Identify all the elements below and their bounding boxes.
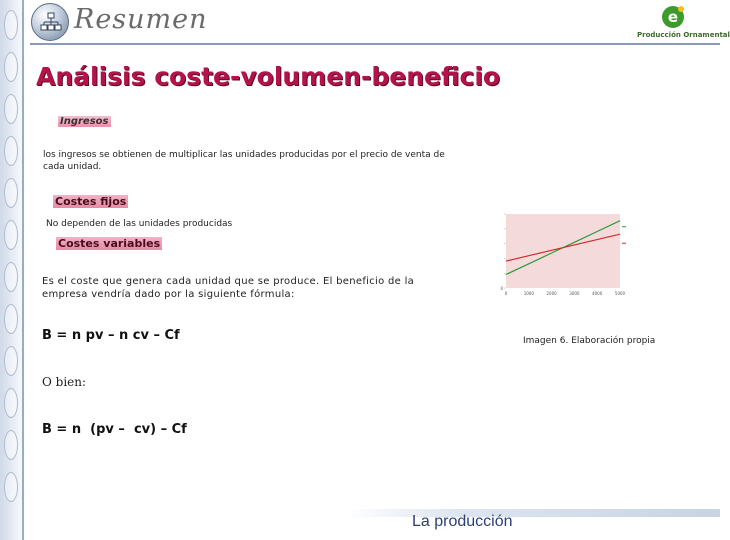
- leaf-ornament: [4, 388, 18, 418]
- o-bien-label: O bien:: [42, 375, 87, 389]
- footer-bar: [345, 509, 720, 517]
- costes-variables-heading: Costes variables: [58, 237, 161, 250]
- x-tick-label: 3000: [569, 291, 580, 296]
- formula-beneficio-alternativa: B = n (pv – cv) – Cf: [42, 422, 187, 437]
- formula-beneficio: B = n pv – n cv – Cf: [42, 328, 180, 343]
- header-title: Resumen: [74, 4, 208, 35]
- ingresos-text: los ingresos se obtienen de multiplicar las unidades producidas por el precio de venta de cada unidad.: [43, 150, 445, 172]
- x-tick-label: 4000: [592, 291, 603, 296]
- header-divider: [30, 43, 720, 45]
- leaf-ornament: [4, 262, 18, 292]
- sitemap-icon: [31, 3, 69, 41]
- costes-variables-text: Es el coste que genera cada unidad que se produce. El beneficio de la empresa vendría dado por la siguiente fórmula:: [42, 276, 415, 300]
- leaf-ornament: [4, 136, 18, 166]
- page-title: Análisis coste-volumen-beneficio: [36, 62, 501, 91]
- logo-icon: [660, 4, 686, 30]
- leaf-ornament: [4, 430, 18, 460]
- leaf-ornament: [4, 52, 18, 82]
- plot-area: [506, 214, 620, 288]
- leaf-ornament: [4, 304, 18, 334]
- x-tick-label: 5000: [614, 291, 626, 296]
- leaf-ornament: [4, 346, 18, 376]
- svg-text:e: e: [667, 8, 679, 26]
- y-tick-label: 0: [500, 286, 503, 291]
- ingresos-heading: Ingresos: [60, 116, 109, 127]
- left-decorative-strip: [0, 0, 26, 540]
- leaf-ornament: [4, 10, 18, 40]
- leaf-ornament: [4, 220, 18, 250]
- rail-divider: [22, 0, 24, 540]
- costes-fijos-heading: Costes fijos: [55, 195, 127, 208]
- cvb-chart: [484, 210, 634, 300]
- costes-fijos-text: No dependen de las unidades producidas: [46, 219, 233, 229]
- x-tick-label: 0: [504, 291, 508, 296]
- x-tick-label: 2000: [546, 291, 557, 296]
- image-caption: Imagen 6. Elaboración propia: [523, 336, 656, 346]
- logo-text: Producción Ornamental: [637, 31, 730, 39]
- footer-title: La producción: [412, 513, 513, 530]
- leaf-ornament: [4, 178, 18, 208]
- x-tick-label: 1000: [523, 291, 534, 296]
- leaf-ornament: [4, 472, 18, 502]
- leaf-ornament: [4, 94, 18, 124]
